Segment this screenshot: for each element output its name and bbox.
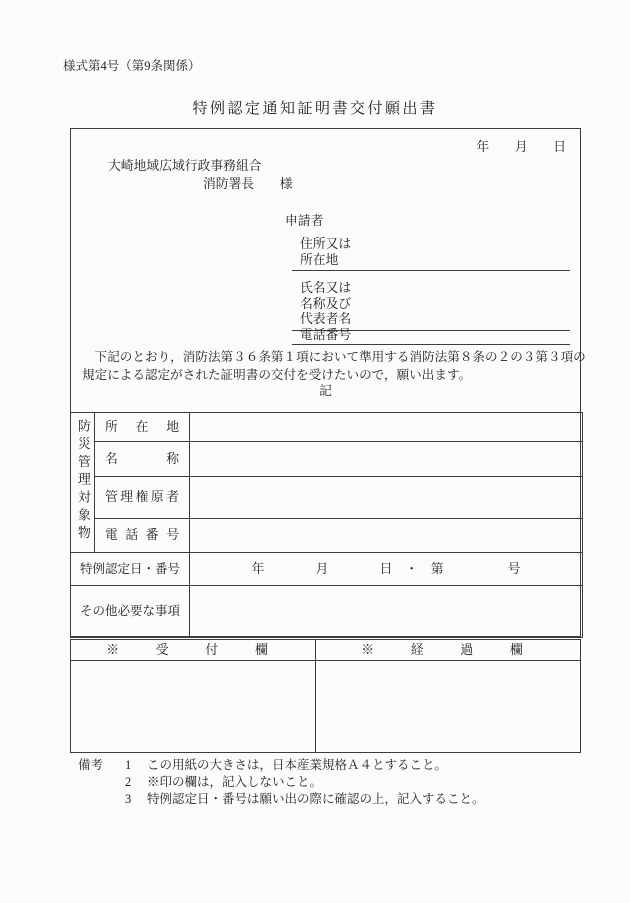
note-item xyxy=(125,757,485,774)
note-number: 3 xyxy=(125,792,132,806)
progress-stamp-cell xyxy=(316,661,581,753)
stamp-body-row xyxy=(71,661,581,753)
note-number: 2 xyxy=(125,775,132,789)
note-item xyxy=(125,774,485,791)
name-value-cell xyxy=(190,442,583,477)
row-label-name: 名称 xyxy=(95,442,190,477)
other-value-cell xyxy=(190,586,583,638)
applicant-name-field xyxy=(292,281,570,331)
note-text: ※印の欄は，記入しないこと。 xyxy=(147,775,323,789)
stamp-header-row xyxy=(71,640,581,661)
phone-label: 電話番号 xyxy=(300,328,352,342)
applicant-address-field xyxy=(292,237,570,271)
name-label-line1: 氏名又は xyxy=(300,281,352,295)
table-row xyxy=(71,553,583,586)
stamp-section xyxy=(70,639,581,753)
row-label-other: その他必要な事項 xyxy=(71,586,190,638)
receipt-column-header: ※ 受 付 欄 xyxy=(71,640,316,661)
phone-value-cell xyxy=(190,519,583,553)
certification-value-cell: 年 月 日 ・ 第 号 xyxy=(190,553,583,586)
row-label-manager: 管理権原者 xyxy=(95,477,190,519)
manager-value-cell xyxy=(190,477,583,519)
applicant-phone-field xyxy=(292,328,570,345)
date-field: 年 月 日 xyxy=(476,140,566,154)
request-paragraph-line1: 下記のとおり，消防法第３６条第１項において準用する消防法第８条の２の３第３項の xyxy=(82,350,586,364)
applicant-label: 申請者 xyxy=(285,214,324,228)
progress-column-header: ※ 経 過 欄 xyxy=(316,640,581,661)
property-detail-table xyxy=(70,412,583,638)
table-row xyxy=(71,477,583,519)
table-row xyxy=(71,586,583,638)
receipt-stamp-cell xyxy=(71,661,316,753)
note-text: この用紙の大きさは，日本産業規格Ａ４とすること。 xyxy=(147,758,448,772)
request-paragraph-line2: 規定による認定がされた証明書の交付を受けたいので，願い出ます。 xyxy=(82,367,472,382)
notes-section xyxy=(78,757,485,808)
main-form-box xyxy=(70,128,586,637)
table-row xyxy=(71,442,583,477)
notes-label: 備考 xyxy=(78,758,104,772)
row-group-header xyxy=(71,413,95,553)
page-title: 特例認定通知証明書交付願出書 xyxy=(192,101,438,117)
note-number: 1 xyxy=(125,758,132,772)
location-value-cell xyxy=(190,413,583,442)
address-label-line2: 所在地 xyxy=(300,252,339,267)
address-label-line1: 住所又は xyxy=(300,237,352,251)
row-label-location: 所在地 xyxy=(95,413,190,442)
row-label-certification: 特例認定日・番号 xyxy=(71,553,190,586)
name-label-line3: 代表者名 xyxy=(300,312,352,326)
form-number: 様式第4号（第9条関係） xyxy=(63,59,201,73)
list-marker: 記 xyxy=(319,384,332,398)
addressee-line: 消防署長 様 xyxy=(203,177,293,191)
note-text: 特例認定日・番号は願い出の際に確認の上，記入すること。 xyxy=(147,792,485,806)
note-item xyxy=(125,791,485,808)
table-row xyxy=(71,519,583,553)
row-group-header-text: 防災管理対象物 xyxy=(75,418,90,544)
row-label-phone: 電話番号 xyxy=(95,519,190,553)
name-label-line2: 名称及び xyxy=(300,296,352,311)
table-row xyxy=(71,413,583,442)
organization-name: 大崎地域広域行政事務組合 xyxy=(108,159,262,173)
request-paragraph xyxy=(82,349,586,384)
